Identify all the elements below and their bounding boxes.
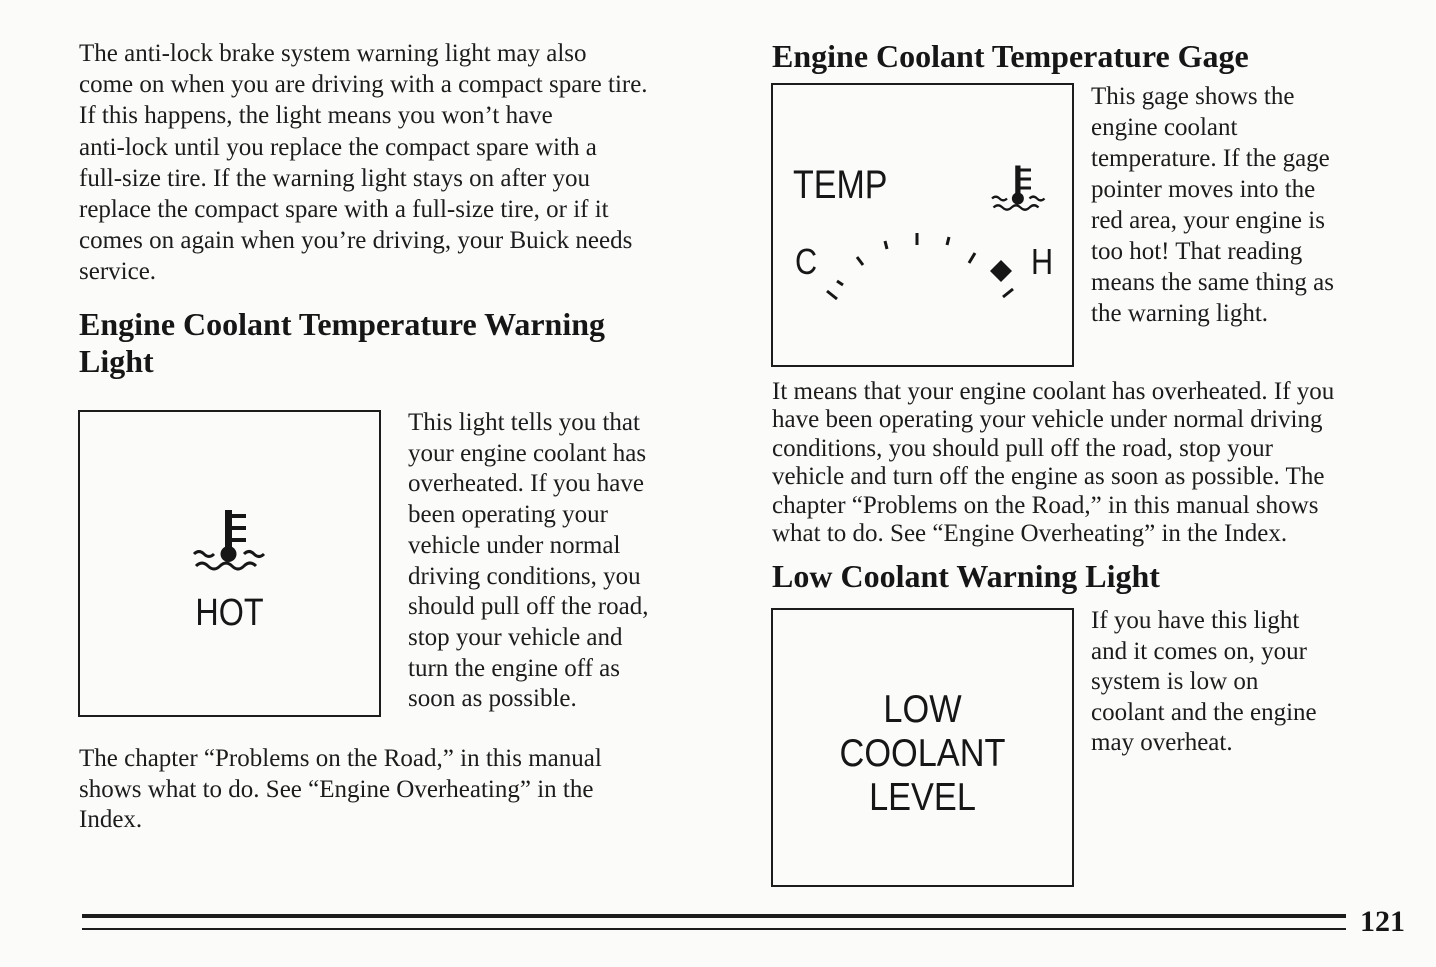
gage-label-temp: TEMP <box>793 163 888 207</box>
gage-label-hot: H <box>1030 241 1054 282</box>
low-coolant-heading: Low Coolant Warning Light <box>772 558 1160 594</box>
low-coolant-indicator-illustration <box>771 608 1074 887</box>
footer-rule-thin <box>82 928 1346 930</box>
low-coolant-paragraph: If you have this light and it comes on, your system is low on coolant and the engine may overheat. <box>1091 607 1317 756</box>
intro-paragraph: The anti-lock brake system warning light may also come on when you are driving with a compact spare tire. If this happens, the light means you won’t have anti-lock until you replace the compact spare with a full-size tire. If the warning light stays on after you replace the compact spare with a full-size tire, or if it comes on again when you’re driving, your Buick needs service. <box>79 40 648 286</box>
footer-rule-thick <box>82 914 1346 918</box>
low-coolant-line-3: LEVEL <box>869 776 976 819</box>
gage-heading: Engine Coolant Temperature Gage <box>772 38 1249 74</box>
page-number: 121 <box>1360 905 1405 938</box>
warning-light-heading: Engine Coolant Temperature Warning Light <box>79 306 605 379</box>
temperature-gage-illustration <box>771 83 1074 367</box>
coolant-temperature-icon <box>989 161 1049 221</box>
coolant-temperature-icon <box>190 504 270 584</box>
overheated-paragraph: It means that your engine coolant has overheated. If you have been operating your vehicle under normal driving conditions, you should pull off the road, stop your vehicle and turn off the engine as soon as possible. The chapter “Problems on the Road,” in this manual shows what to do. See “Engine Overheating” in the Index. <box>772 378 1335 548</box>
low-coolant-line-2: COOLANT <box>839 732 1006 775</box>
gage-label-cold: C <box>794 241 818 282</box>
hot-warning-light-illustration <box>78 410 381 717</box>
gage-paragraph: This gage shows the engine coolant temperature. If the gage pointer moves into the red area, your engine is too hot! That reading means the same thing as the warning light. <box>1091 83 1334 327</box>
low-coolant-indicator-text <box>773 688 1072 820</box>
low-coolant-line-1: LOW <box>883 688 962 731</box>
hot-indicator-label: HOT <box>195 592 264 634</box>
diamond-pointer-icon <box>989 259 1013 283</box>
warning-light-paragraph: This light tells you that your engine coolant has overheated. If you have been operating your vehicle under normal driving conditions, you should pull off the road, stop your vehicle and turn the engine off as soon as possible. <box>408 409 649 713</box>
chapter-paragraph: The chapter “Problems on the Road,” in this manual shows what to do. See “Engine Overheating” in the Index. <box>79 745 602 833</box>
